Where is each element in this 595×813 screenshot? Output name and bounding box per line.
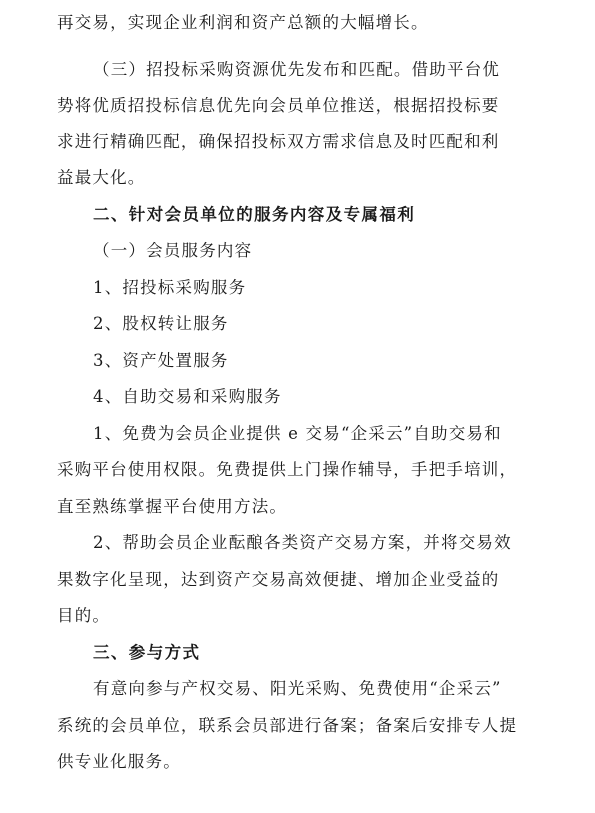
paragraph-line: 1、免费为会员企业提供 e 交易“企采云”自助交易和 [93, 424, 502, 443]
paragraph-line: 势将优质招投标信息优先向会员单位推送，根据招投标要 [57, 96, 500, 115]
paragraph-line: 供专业化服务。 [57, 752, 181, 771]
paragraph-line: 有意向参与产权交易、阳光采购、免费使用“企采云” [93, 679, 502, 698]
list-item: 2、股权转让服务 [93, 314, 229, 333]
paragraph-line: 直至熟练掌握平台使用方法。 [57, 497, 288, 516]
list-item: 4、自助交易和采购服务 [93, 387, 282, 406]
paragraph-line: 2、帮助会员企业酝酿各类资产交易方案，并将交易效 [93, 533, 512, 552]
list-item: 1、招投标采购服务 [93, 278, 247, 297]
paragraph-line: 果数字化呈现，达到资产交易高效便捷、增加企业受益的 [57, 570, 500, 589]
paragraph-line: 再交易，实现企业利润和资产总额的大幅增长。 [57, 13, 429, 32]
section-heading: 二、针对会员单位的服务内容及专属福利 [93, 205, 416, 224]
paragraph-line: 系统的会员单位，联系会员部进行备案；备案后安排专人提 [57, 716, 518, 735]
paragraph-line: 求进行精确匹配，确保招投标双方需求信息及时匹配和利 [57, 132, 500, 151]
paragraph-line: 目的。 [57, 606, 111, 625]
paragraph-line: 采购平台使用权限。免费提供上门操作辅导，手把手培训， [57, 460, 518, 479]
list-item: 3、资产处置服务 [93, 351, 229, 370]
paragraph-line: 益最大化。 [57, 168, 146, 187]
section-heading: 三、参与方式 [93, 643, 201, 662]
paragraph-line: （三）招投标采购资源优先发布和匹配。借助平台优 [93, 60, 501, 79]
subsection-heading: （一）会员服务内容 [93, 241, 253, 260]
